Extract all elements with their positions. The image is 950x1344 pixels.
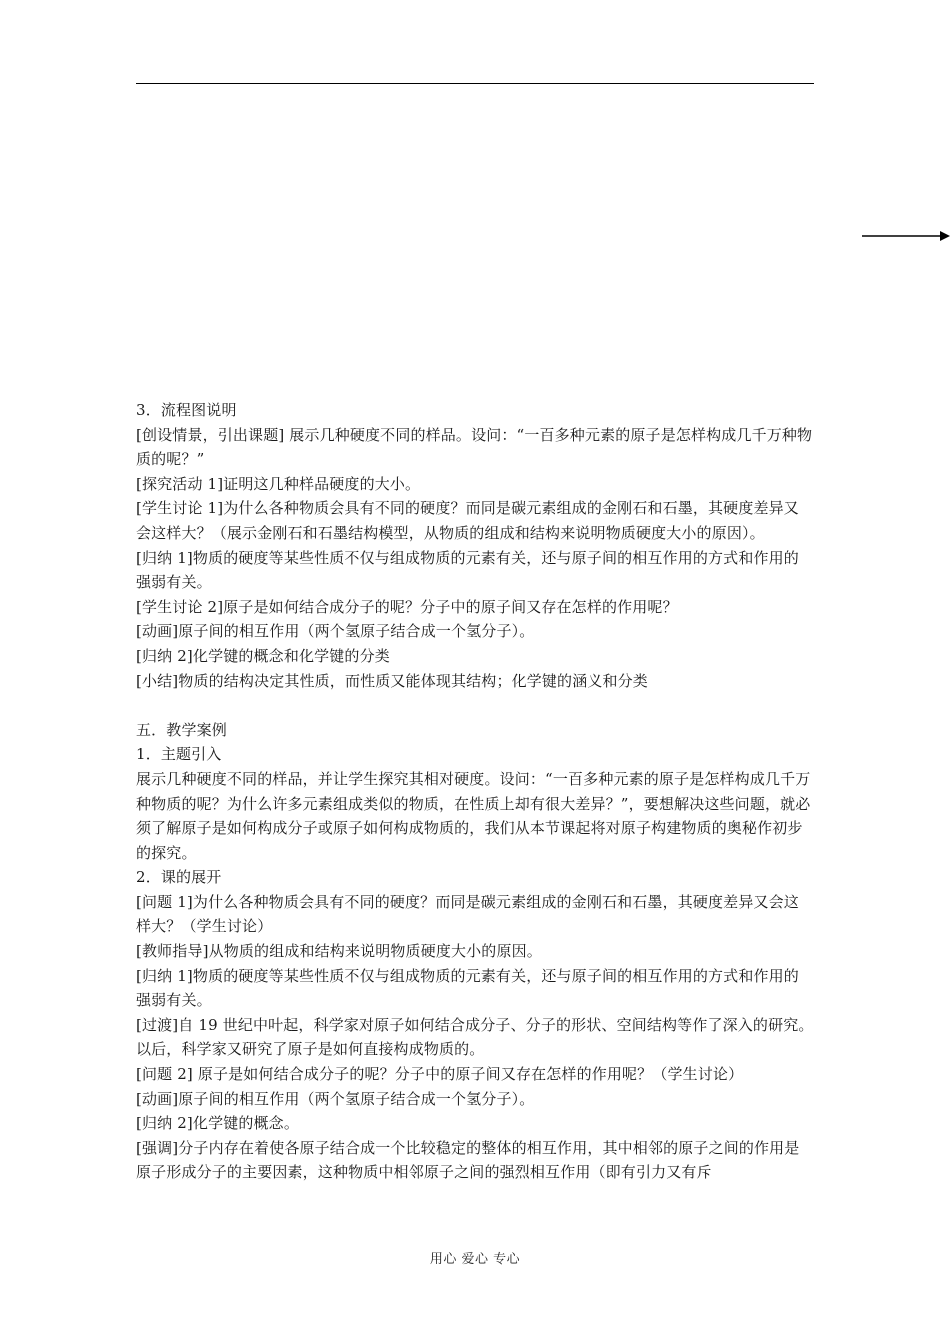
paragraph: 展示几种硬度不同的样品，并让学生探究其相对硬度。设问：“一百多种元素的原子是怎样构成几千万种物质的呢？为什么许多元素组成类似的物质，在性质上却有很大差异？”，要想解决这些问题，就必须了解原子是如何构成分子或原子如何构成物质的，我们从本节课起将对原子构建物质的奥秘作初步的探究。 <box>136 769 811 862</box>
paragraph: [问题 2] 原子是如何结合成分子的呢？分子中的原子间又存在怎样的作用呢？（学生讨论） <box>136 1065 744 1084</box>
section-heading: 五．教学案例 <box>136 720 227 739</box>
paragraph: [过渡]自 19 世纪中叶起，科学家对原子如何结合成分子、分子的形状、空间结构等作了深入的研究。以后，科学家又研究了原子是如何直接构成物质的。 <box>136 1015 814 1059</box>
blank-line <box>136 693 814 718</box>
paragraph: [教师指导]从物质的组成和结构来说明物质硬度大小的原因。 <box>136 942 542 961</box>
paragraph: [归纳 1]物质的硬度等某些性质不仅与组成物质的元素有关，还与原子间的相互作用的方式和作用的强弱有关。 <box>136 966 799 1010</box>
header-rule <box>136 83 814 84</box>
section-flowchart-notes <box>136 398 814 693</box>
section-heading: 3．流程图说明 <box>136 401 237 419</box>
paragraph: [归纳 2]化学键的概念和化学键的分类 <box>136 646 390 665</box>
paragraph: [学生讨论 1]为什么各种物质会具有不同的硬度？而同是碳元素组成的金刚石和石墨，其硬度差异又会这样大？（展示金刚石和石墨结构模型，从物质的组成和结构来说明物质硬度大小的原因）。 <box>136 499 799 542</box>
paragraph: [问题 1]为什么各种物质会具有不同的硬度？而同是碳元素组成的金刚石和石墨，其硬度差异又会这样大？（学生讨论） <box>136 892 799 936</box>
paragraph: [创设情景，引出课题] 展示几种硬度不同的样品。设问：“一百多种元素的原子是怎样构成几千万种物质的呢？” <box>136 425 813 469</box>
subsection-heading: 1．主题引入 <box>136 745 222 764</box>
paragraph: [探究活动 1]证明这几种样品硬度的大小。 <box>136 474 421 493</box>
paragraph: [归纳 1]物质的硬度等某些性质不仅与组成物质的元素有关，还与原子间的相互作用的方式和作用的强弱有关。 <box>136 548 799 592</box>
paragraph: [小结]物质的结构决定其性质，而性质又能体现其结构；化学键的涵义和分类 <box>136 671 648 690</box>
subsection-heading: 2．课的展开 <box>136 868 222 887</box>
section-teaching-case <box>136 718 814 1185</box>
document-body <box>136 398 814 1185</box>
paragraph: [学生讨论 2]原子是如何结合成分子的呢？分子中的原子间又存在怎样的作用呢？ <box>136 597 678 616</box>
paragraph: [归纳 2]化学键的概念。 <box>136 1114 299 1133</box>
paragraph: [强调]分子内存在着使各原子结合成一个比较稳定的整体的相互作用，其中相邻的原子之间的作用是原子形成分子的主要因素，这种物质中相邻原子之间的强烈相互作用（即有引力又有斥 <box>136 1138 800 1182</box>
page-footer: 用心 爱心 专心 <box>429 1252 521 1267</box>
arrow-right-icon <box>862 229 950 243</box>
paragraph: [动画]原子间的相互作用（两个氢原子结合成一个氢分子）。 <box>136 622 535 641</box>
paragraph: [动画]原子间的相互作用（两个氢原子结合成一个氢分子）。 <box>136 1089 535 1108</box>
